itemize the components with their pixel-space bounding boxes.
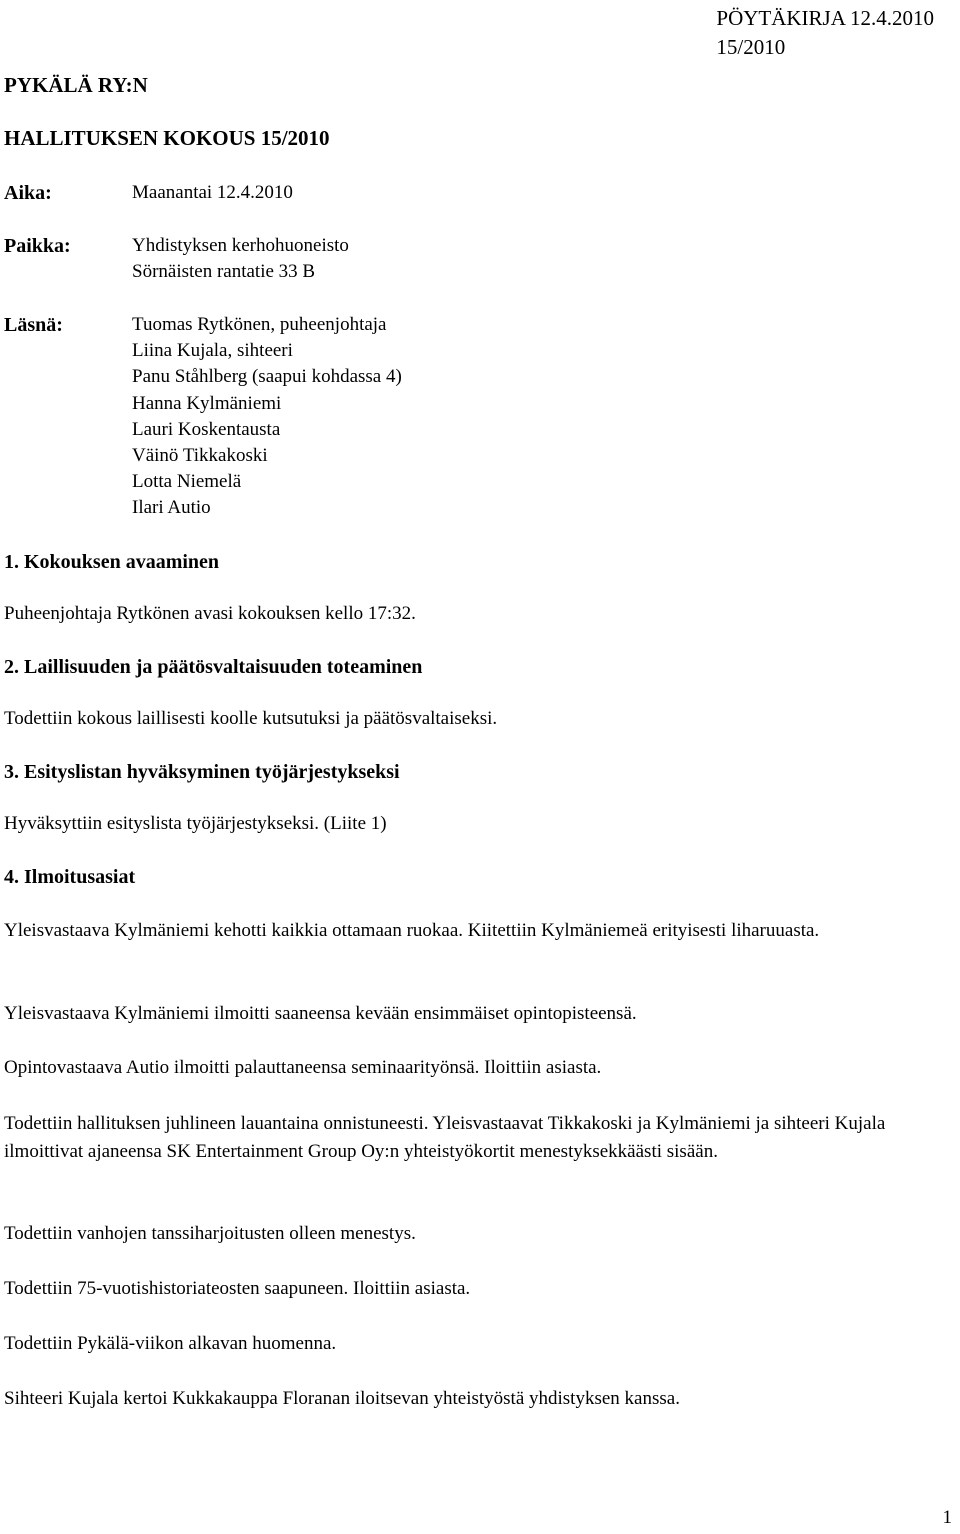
organization-name: PYKÄLÄ RY:N [4, 73, 148, 97]
time-label: Aika: [4, 182, 52, 204]
section-2-heading: 2. Laillisuuden ja päätösvaltaisuuden toteaminen [4, 656, 423, 678]
attendee: Liina Kujala, sihteeri [132, 340, 293, 362]
page-number: 1 [942, 1507, 952, 1528]
section-2-text: Todettiin kokous laillisesti koolle kutsutuksi ja päätösvaltaiseksi. [4, 708, 498, 729]
announcement-paragraph: Todettiin vanhojen tanssiharjoitusten olleen menestys. [4, 1223, 416, 1244]
announcement-paragraph: Todettiin 75-vuotishistoriateosten saapuneen. Iloittiin asiasta. [4, 1278, 471, 1299]
attendee: Tuomas Rytkönen, puheenjohtaja [132, 314, 387, 335]
announcement-paragraph: Yleisvastaava Kylmäniemi kehotti kaikkia ottamaan ruokaa. Kiitettiin Kylmäniemeä erityisesti liharuuasta. [4, 920, 820, 941]
present-label: Läsnä: [4, 314, 63, 336]
announcement-paragraph: Todettiin hallituksen juhlineen lauantaina onnistuneesti. Yleisvastaavat Tikkakoski ja Kylmäniemi ja sihteeri Kujala ilmoittivat ajaneensa SK Entertainment Group Oy:n yhteistyökortit menestyksekkäästi sisään. [4, 1113, 886, 1162]
document-number: 15/2010 [716, 35, 786, 59]
place-line-1: Yhdistyksen kerhohuoneisto [132, 235, 349, 256]
section-4-heading: 4. Ilmoitusasiat [4, 866, 136, 888]
announcement-paragraph: Todettiin Pykälä-viikon alkavan huomenna. [4, 1333, 337, 1354]
announcement-paragraph: Opintovastaava Autio ilmoitti palauttaneensa seminaarityönsä. Iloittiin asiasta. [4, 1057, 602, 1078]
section-3-heading: 3. Esityslistan hyväksyminen työjärjestykseksi [4, 761, 400, 783]
attendee: Hanna Kylmäniemi [132, 392, 282, 414]
place-line-2: Sörnäisten rantatie 33 B [132, 261, 316, 282]
attendee: Väinö Tikkakoski [132, 445, 268, 467]
time-value: Maanantai 12.4.2010 [132, 182, 293, 203]
meeting-title: HALLITUKSEN KOKOUS 15/2010 [4, 126, 330, 150]
attendee: Ilari Autio [132, 497, 211, 519]
attendee: Lauri Koskentausta [132, 418, 281, 440]
announcement-paragraph: Yleisvastaava Kylmäniemi ilmoitti saaneensa kevään ensimmäiset opintopisteensä. [4, 1003, 637, 1024]
attendee: Panu Ståhlberg (saapui kohdassa 4) [132, 366, 402, 388]
section-3-text: Hyväksyttiin esityslista työjärjestykseksi. (Liite 1) [4, 813, 387, 834]
attendee: Lotta Niemelä [132, 471, 242, 493]
document-type-date: PÖYTÄKIRJA 12.4.2010 [716, 6, 934, 30]
section-1-heading: 1. Kokouksen avaaminen [4, 551, 220, 573]
attendee-list [132, 312, 402, 522]
document-header [716, 4, 934, 62]
place-label: Paikka: [4, 235, 71, 257]
announcement-paragraph: Sihteeri Kujala kertoi Kukkakauppa Floranan iloitsevan yhteistyöstä yhdistyksen kanssa. [4, 1388, 680, 1409]
section-1-text: Puheenjohtaja Rytkönen avasi kokouksen kello 17:32. [4, 603, 416, 624]
